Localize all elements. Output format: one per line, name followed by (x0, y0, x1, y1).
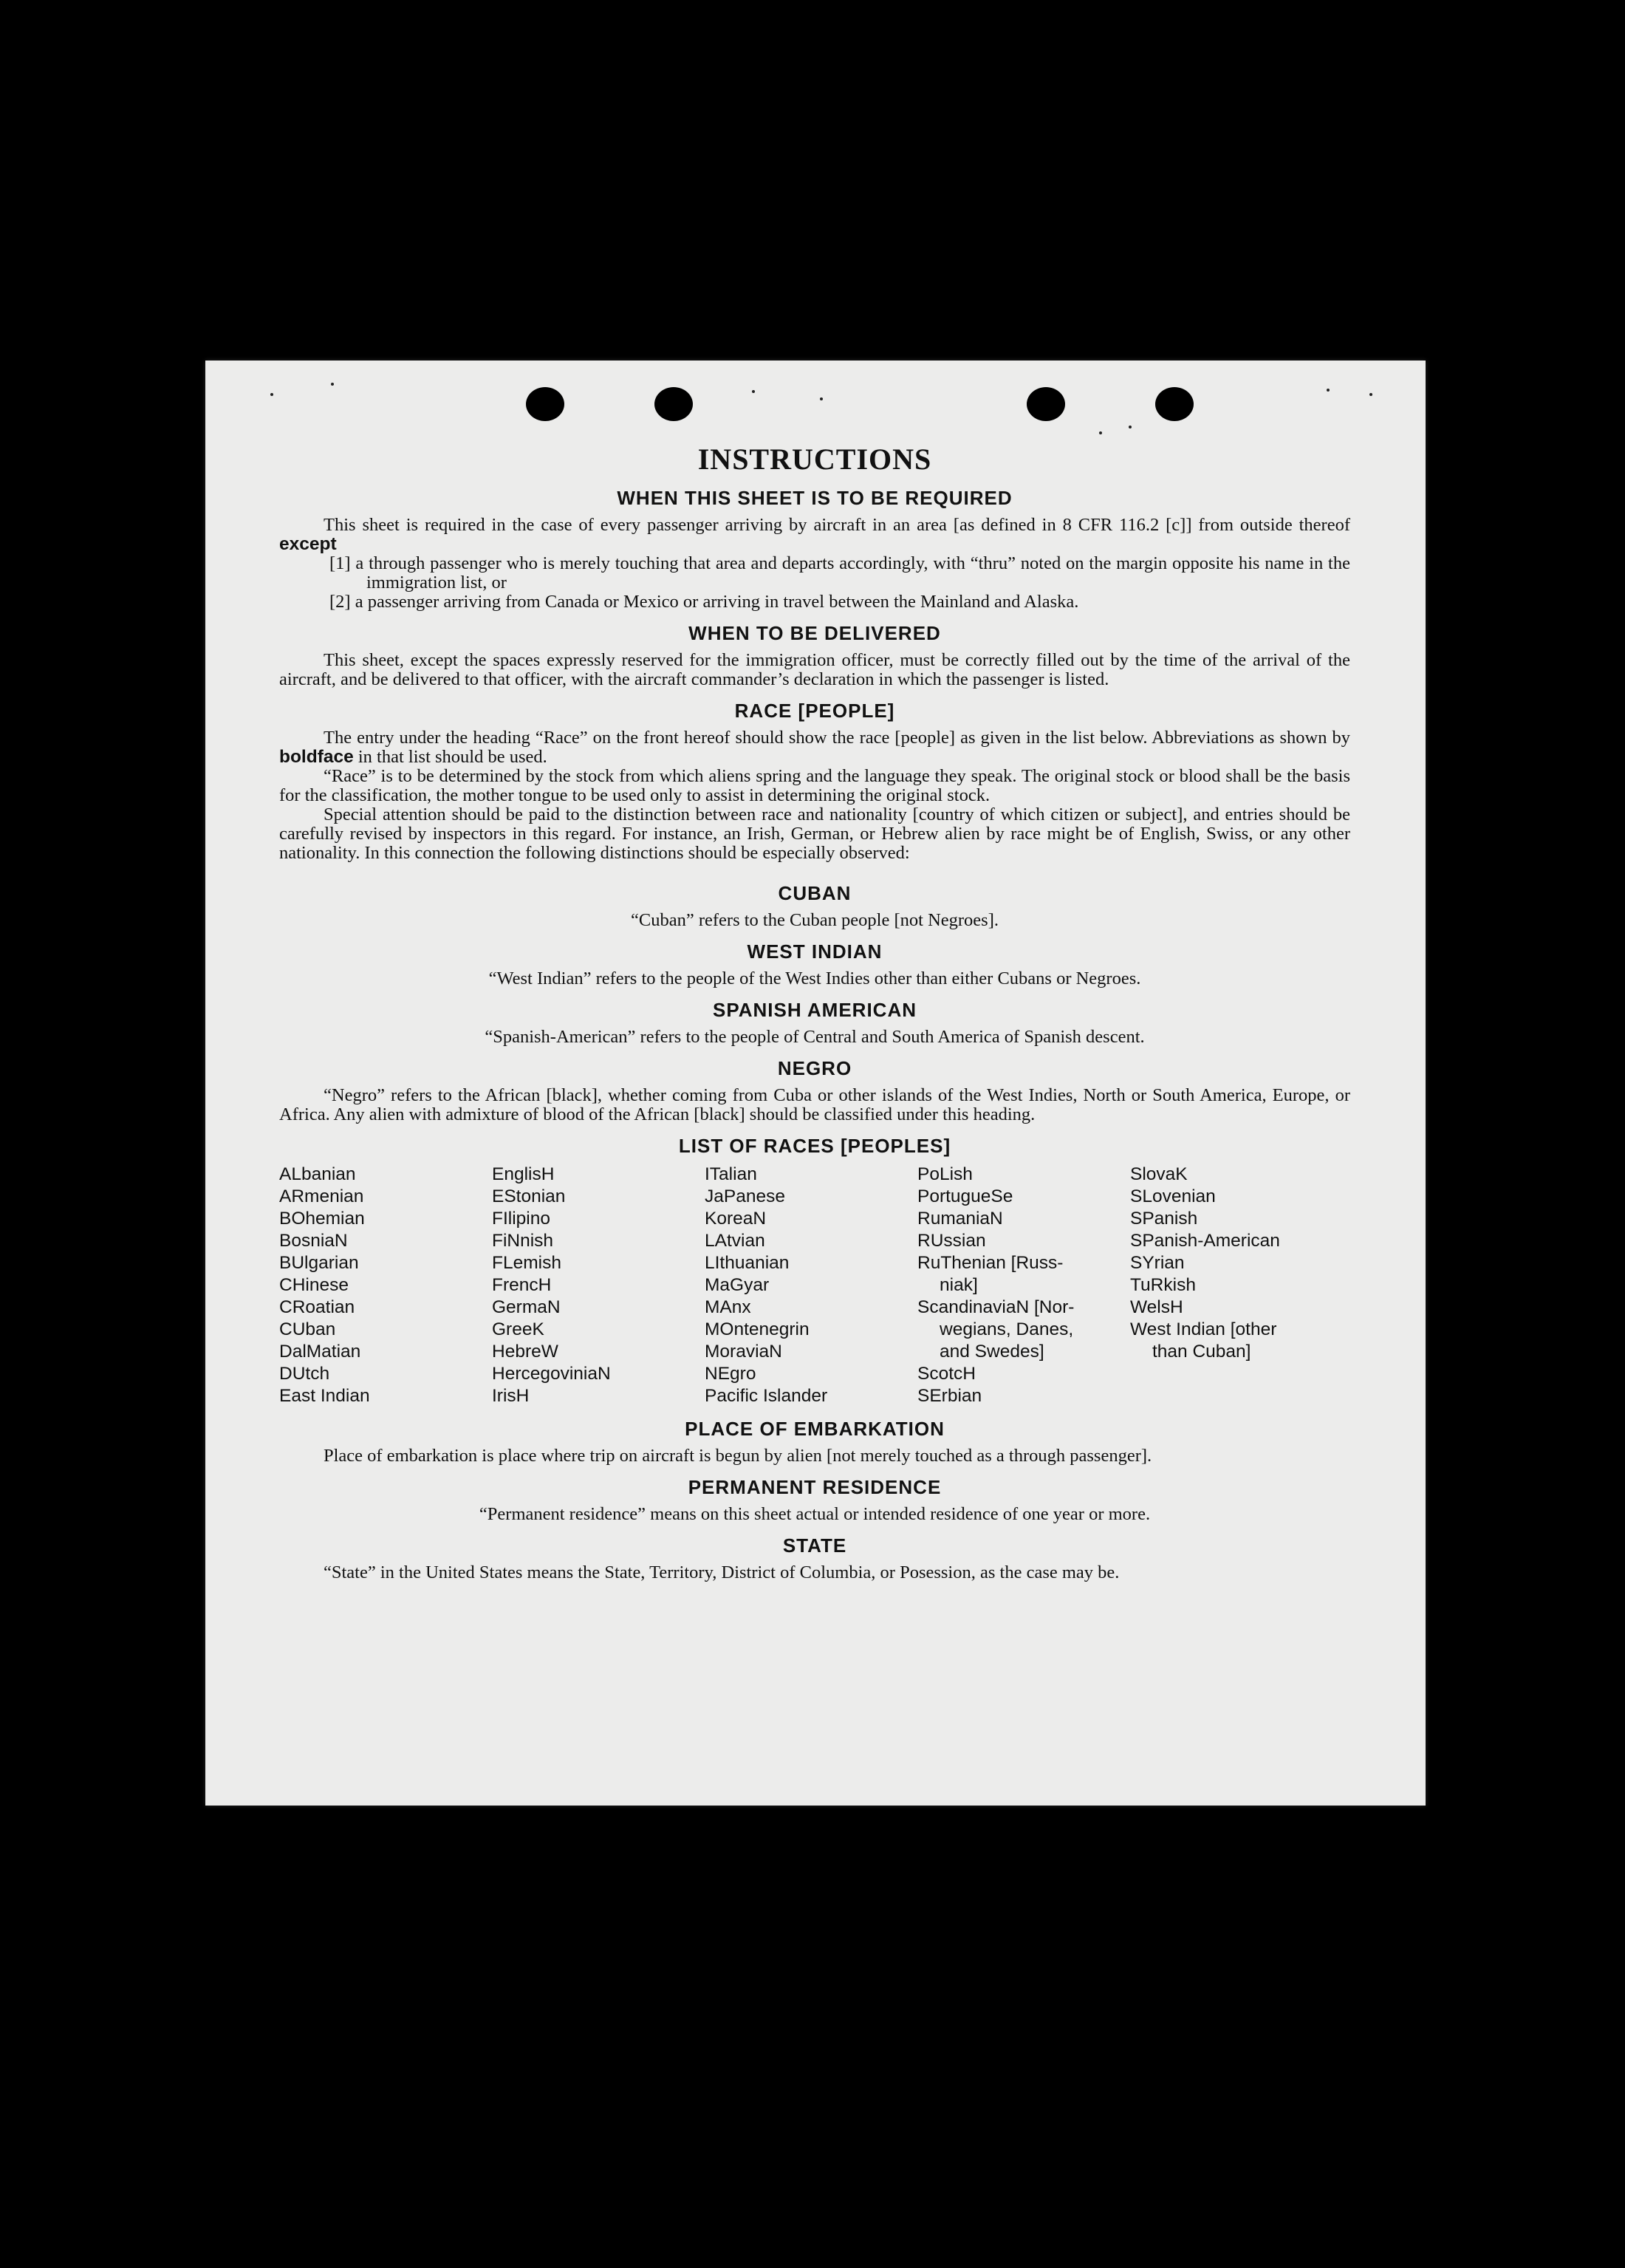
race-item: Pacific Islander (705, 1386, 828, 1406)
race-item: BosniaN (279, 1231, 348, 1251)
race-item: ARmenian (279, 1186, 364, 1206)
race-item: SPanish (1130, 1209, 1198, 1229)
race-item: PortugueSe (917, 1186, 1013, 1206)
race-item: GreeK (492, 1319, 544, 1339)
speck (820, 397, 823, 400)
instruction-sheet (205, 361, 1426, 1806)
race-item-continued: and Swedes] (940, 1342, 1044, 1362)
section-heading-west-indian: WEST INDIAN (747, 940, 883, 963)
section-heading-permanent-residence: PERMANENT RESIDENCE (688, 1476, 942, 1498)
race-item: BUlgarian (279, 1253, 359, 1273)
speck (1327, 389, 1330, 392)
race-list (279, 1164, 1350, 1407)
race-item: RuThenian [Russ- (917, 1253, 1064, 1273)
race-item: HebreW (492, 1342, 558, 1362)
race-paragraph-2: “Race” is to be determined by the stock from which aliens spring and the language they speak. The original stock or blood shall be the basis for the classification, the mother tongue to be used only to assist in determining the original stock. (279, 766, 1350, 805)
section-heading-list-of-races: LIST OF RACES [PEOPLES] (678, 1135, 951, 1157)
race-column-2 (492, 1164, 705, 1407)
race-item: LAtvian (705, 1231, 765, 1251)
race-item: SPanish-American (1130, 1231, 1280, 1251)
negro-text: “Negro” refers to the African [black], whether coming from Cuba or other islands of the West Indies, North or South America, Europe, or Africa. Any alien with admixture of blood of the African [black] should be classified under this heading. (279, 1085, 1350, 1124)
speck (752, 390, 755, 393)
speck (270, 393, 273, 396)
race-item: PoLish (917, 1164, 973, 1184)
race-item: RUssian (917, 1231, 986, 1251)
permanent-residence-text: “Permanent residence” means on this sheet actual or intended residence of one year or more. (479, 1504, 1151, 1524)
race-item: RumaniaN (917, 1209, 1003, 1229)
race-item: SYrian (1130, 1253, 1185, 1273)
page-title: INSTRUCTIONS (697, 443, 932, 476)
race-item: WelsH (1130, 1297, 1183, 1317)
race-item: ScandinaviaN [Nor- (917, 1297, 1075, 1317)
race-item: GermaN (492, 1297, 561, 1317)
race-item: East Indian (279, 1386, 370, 1406)
race-paragraph-3: Special attention should be paid to the distinction between race and nationality [country of which citizen or subject], and entries should be carefully revised by inspectors in this regard. For instance, an Irish, German, or Hebrew alien by race might be of English, Swiss, or any other nationality. In this connection the following distinctions should be especially observed: (279, 805, 1350, 863)
state-text: “State” in the United States means the State, Territory, District of Columbia, or Posession, as the case may be. (324, 1562, 1120, 1582)
required-item-2: [2] a passenger arriving from Canada or Mexico or arriving in travel between the Mainland and Alaska. (329, 592, 1079, 612)
section-heading-delivered: WHEN TO BE DELIVERED (688, 622, 941, 644)
race-item: SErbian (917, 1386, 982, 1406)
race-item: MaGyar (705, 1275, 770, 1295)
race-item: CHinese (279, 1275, 349, 1295)
race-item: MOntenegrin (705, 1319, 810, 1339)
race-item-continued: wegians, Danes, (940, 1319, 1074, 1339)
required-text: This sheet is required in the case of every passenger arriving by aircraft in an area [as defined in 8 CFR 116.2 [c]] from outside thereof except (279, 515, 1350, 554)
speck (331, 383, 334, 386)
race-column-5 (1130, 1164, 1352, 1407)
race-item: MAnx (705, 1297, 751, 1317)
delivered-text: This sheet, except the spaces expressly reserved for the immigration officer, must be correctly filled out by the time of the arrival of the aircraft, and be delivered to that officer, with the aircraft commander’s declaration in which the passenger is listed. (279, 650, 1350, 689)
race-item: ITalian (705, 1164, 757, 1184)
section-heading-negro: NEGRO (777, 1057, 852, 1079)
race-column-4 (917, 1164, 1130, 1407)
race-item: TuRkish (1130, 1275, 1196, 1295)
race-item: HercegoviniaN (492, 1364, 611, 1384)
race-item: EStonian (492, 1186, 566, 1206)
race-item: FLemish (492, 1253, 561, 1273)
race-column-1 (279, 1164, 492, 1407)
race-item: MoraviaN (705, 1342, 782, 1362)
race-item: DalMatian (279, 1342, 361, 1362)
required-item-1: [1] a through passenger who is merely touching that area and departs accordingly, with “thru” noted on the margin opposite his name in the immigration list, or (329, 553, 1350, 592)
race-item: FiNnish (492, 1231, 554, 1251)
section-heading-required: WHEN THIS SHEET IS TO BE REQUIRED (617, 487, 1013, 509)
race-item: BOhemian (279, 1209, 365, 1229)
cuban-text: “Cuban” refers to the Cuban people [not Negroes]. (631, 910, 999, 930)
race-item: West Indian [other (1130, 1319, 1277, 1339)
race-item: SlovaK (1130, 1164, 1188, 1184)
section-heading-state: STATE (782, 1534, 847, 1557)
punch-hole (526, 387, 564, 421)
race-column-3 (705, 1164, 917, 1407)
race-item: CUban (279, 1319, 336, 1339)
speck (1129, 426, 1132, 428)
race-item: IrisH (492, 1386, 530, 1406)
race-paragraph-1: The entry under the heading “Race” on the front hereof should show the race [people] as given in the list below. Abbreviations as shown by boldface in that list should be used. (279, 728, 1350, 767)
race-item: ALbanian (279, 1164, 356, 1184)
section-heading-race: RACE [PEOPLE] (734, 700, 895, 722)
section-heading-spanish-american: SPANISH AMERICAN (712, 999, 917, 1021)
race-item: ScotcH (917, 1364, 976, 1384)
punch-hole (1027, 387, 1065, 421)
race-item-continued: than Cuban] (1152, 1342, 1251, 1362)
race-item-continued: niak] (940, 1275, 978, 1295)
race-item: CRoatian (279, 1297, 355, 1317)
speck (1099, 431, 1102, 434)
race-item: DUtch (279, 1364, 330, 1384)
race-item: KoreaN (705, 1209, 767, 1229)
instructions-body (279, 442, 1350, 1582)
race-item: NEgro (705, 1364, 756, 1384)
race-item: SLovenian (1130, 1186, 1216, 1206)
speck (1369, 393, 1372, 396)
race-item: FrencH (492, 1275, 552, 1295)
race-item: LIthuanian (705, 1253, 790, 1273)
embarkation-text: Place of embarkation is place where trip on aircraft is begun by alien [not merely touched as a through passenger]. (324, 1446, 1152, 1466)
race-item: FIlipino (492, 1209, 550, 1229)
spanish-american-text: “Spanish-American” refers to the people of Central and South America of Spanish descent. (485, 1027, 1145, 1047)
race-item: EnglisH (492, 1164, 555, 1184)
punch-hole (1155, 387, 1194, 421)
section-heading-cuban: CUBAN (778, 882, 852, 904)
punch-hole (654, 387, 693, 421)
west-indian-text: “West Indian” refers to the people of the West Indies other than either Cubans or Negroes. (488, 969, 1141, 988)
race-item: JaPanese (705, 1186, 785, 1206)
section-heading-embarkation: PLACE OF EMBARKATION (685, 1418, 945, 1440)
